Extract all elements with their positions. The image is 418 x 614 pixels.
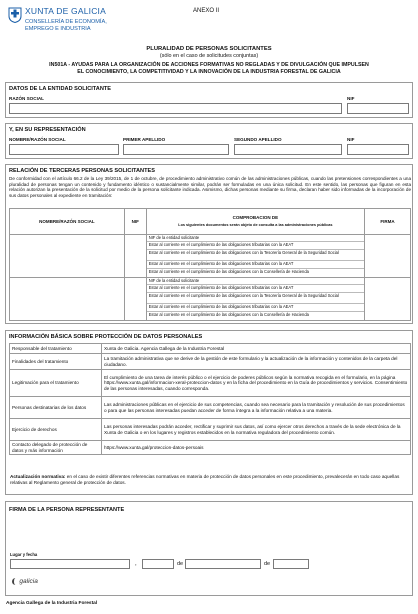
- footer-agency: Agencia Gallega de la Industria Forestal: [6, 601, 98, 606]
- annex-label: ANEXO II: [193, 8, 220, 14]
- third-parties-title: RELACIÓN DE TERCERAS PERSONAS SOLICITANTES: [9, 168, 155, 174]
- protection-key: Finalidades del tratamiento: [10, 354, 102, 370]
- protection-key: Responsable del tratamiento: [10, 344, 102, 354]
- signature-section: [5, 501, 413, 596]
- data-protection-table-wrap: [9, 343, 411, 455]
- table-row: [10, 419, 411, 441]
- check-item[interactable]: NIF de la entidad solicitante: [147, 278, 364, 285]
- table-row: [10, 370, 411, 397]
- galicia-logo: [12, 578, 38, 586]
- procedure-code-line-1: IN501A - AYUDAS PARA LA ORGANIZACIÓN DE ACCIONES FORMATIVAS NO REGLADAS Y DE DIVULGACIÓN QUE IMPULSEN: [49, 62, 369, 68]
- protection-key: Personas destinatarias de los datos: [10, 397, 102, 419]
- segundo-apellido-input[interactable]: [234, 144, 342, 155]
- col-firma: FIRMA: [365, 209, 411, 235]
- nif-label: NIF: [347, 96, 355, 101]
- month-input[interactable]: [185, 559, 261, 569]
- lugar-input[interactable]: [10, 559, 130, 569]
- galicia-swoosh-icon: [12, 578, 18, 585]
- protection-key: Contacto delegado de protección de datos y más información: [10, 441, 102, 455]
- data-protection-title: INFORMACIÓN BÁSICA SOBRE PROTECCIÓN DE DATOS PERSONALES: [9, 334, 203, 340]
- checks-cell: [146, 278, 364, 321]
- data-protection-table: [9, 343, 411, 455]
- col-comprobacion-title: COMPROBACION DE: [232, 215, 279, 221]
- protection-key: Legitimación para el tratamiento: [10, 370, 102, 397]
- doc-title: PLURALIDAD DE PERSONAS SOLICITANTES: [146, 46, 272, 52]
- rep-nif-label: NIF: [347, 137, 355, 142]
- procedure-code-line-2: EL CONOCIMIENTO, LA COMPETITIVIDAD Y LA INNOVACIÓN DE LA INDUSTRIA FORESTAL DE GALICIA: [77, 69, 341, 75]
- table-row: [10, 441, 411, 455]
- nombre-cell[interactable]: [10, 278, 125, 321]
- check-item[interactable]: Estar al corriente en el cumplimiento de las obligaciones con la Consellería de Hacienda: [148, 269, 309, 274]
- table-row: [10, 397, 411, 419]
- firma-cell[interactable]: [365, 235, 411, 278]
- checks-cell: [146, 235, 364, 278]
- table-row: [10, 278, 411, 321]
- third-parties-table-wrap: [9, 208, 411, 321]
- protection-value: La tramitación administrativa que se derive de la gestión de este formulario y la actualización de la información y contenidos de la carpeta del ciudadano.: [102, 354, 411, 370]
- applicant-section: [5, 82, 413, 118]
- third-parties-section: [5, 164, 413, 324]
- representative-section: [5, 123, 413, 159]
- primer-apellido-input[interactable]: [123, 144, 229, 155]
- protection-value: Xunta de Galicia. Agencia Gallega de la Industria Forestal: [102, 344, 411, 354]
- protection-value: Las administraciones públicas en el ejercicio de sus competencias, cuando sea necesario para la tramitación y resolución de sus procedimientos o para que las personas interesadas puedan acceder de forma íntegra a la información relativa a una materia.: [102, 397, 411, 419]
- logo-subtitle-1: CONSELLERÍA DE ECONOMÍA,: [25, 19, 107, 25]
- col-nif: NIF: [124, 209, 146, 235]
- logo-title: XUNTA DE GALICIA: [25, 6, 106, 16]
- applicant-section-title: DATOS DE LA ENTIDAD SOLICITANTE: [9, 86, 112, 92]
- xunta-logo: [8, 7, 128, 37]
- protection-value: El cumplimiento de una tarea de interés público o el ejercicio de poderes públicos según la normativa recogida en el formulario, en la página https://www.xunta.gal/informacion-xeral-proteccion-datos y en la ficha del procedimiento en la Guía de procedimientos y servicios. Consentimiento de las personas interesadas, cuando corresponda.: [102, 370, 411, 397]
- representative-section-title: Y, EN SU REPRESENTACIÓN: [9, 127, 86, 133]
- nif-cell[interactable]: [124, 278, 146, 321]
- nombre-cell[interactable]: [10, 235, 125, 278]
- nombre-label: NOMBRE/RAZÓN SOCIAL: [9, 137, 66, 142]
- comma-separator: ,: [135, 561, 137, 567]
- xunta-emblem-icon: [8, 7, 22, 23]
- galicia-logo-text: galicia: [19, 578, 38, 585]
- check-item[interactable]: Estar al corriente en el cumplimiento de las obligaciones con la Tesorería General de la Seguridad Social: [147, 250, 364, 261]
- signature-title: FIRMA DE LA PERSONA REPRESENTANTE: [9, 507, 125, 513]
- regulatory-update-label: Actualización normativa:: [10, 474, 66, 479]
- check-item[interactable]: Estar al corriente en el cumplimiento de las obligaciones con la Tesorería General de la Seguridad Social: [147, 293, 364, 304]
- de-label-2: de: [264, 561, 271, 567]
- col-comprobacion-subtitle: Los siguientes documentos serán objeto de consulta a las administraciones públicas: [178, 223, 333, 228]
- protection-key: Ejercicio de derechos: [10, 419, 102, 441]
- check-item[interactable]: Estar al corriente en el cumplimiento de las obligaciones tributarias con la AEAT: [147, 261, 364, 269]
- third-parties-text: De conformidad con el artículo 66.2 de la Ley 39/2015, de 1 de octubre, de procedimiento administrativo común de las administraciones públicas, cuando las pretensiones correspondientes a una pluralidad de personas tengan un contenido y fundamento idéntico o sustancialmente similar, podrán ser formuladas en una única solicitud. En este sentido, las personas que figuran en esta relación autorizan la presentación de la solicitud por medio de la persona solicitante indicada. Asimismo, dichas personas mediante su firma, declaran haber sido informadas de la incorporación de sus datos personales al expediente en tramitación:: [9, 176, 411, 198]
- regulatory-update-text: en el caso de existir diferentes referencias normativas en materia de protección de datos personales en este procedimiento, prevalecerán en todo caso aquellas relativas al Reglamento general de protección de datos.: [10, 474, 400, 485]
- primer-apellido-label: PRIMER APELLIDO: [123, 137, 166, 142]
- lugar-fecha-label: Lugar y fecha: [10, 552, 38, 557]
- segundo-apellido-label: SEGUNDO APELLIDO: [234, 137, 282, 142]
- third-parties-table: [9, 208, 411, 321]
- table-row: [10, 344, 411, 354]
- col-comprobacion: [146, 209, 364, 235]
- check-item[interactable]: Estar al corriente en el cumplimiento de las obligaciones tributarias con la AEAT: [147, 242, 364, 250]
- protection-value: Las personas interesadas podrán acceder, rectificar y suprimir sus datos, así como ejercer otros derechos a través de la sede electrónica de la Xunta de Galicia o en los lugares y registros establecidos en la normativa reguladora del procedimiento común.: [102, 419, 411, 441]
- data-protection-section: [5, 330, 413, 495]
- day-input[interactable]: [142, 559, 174, 569]
- rep-nif-input[interactable]: [347, 144, 409, 155]
- check-item[interactable]: Estar al corriente en el cumplimiento de las obligaciones con la Consellería de Hacienda: [148, 312, 309, 317]
- firma-cell[interactable]: [365, 278, 411, 321]
- table-row: [10, 354, 411, 370]
- regulatory-update: [10, 474, 410, 486]
- nif-cell[interactable]: [124, 235, 146, 278]
- logo-subtitle-2: EMPREGO E INDUSTRIA: [25, 26, 91, 32]
- col-nombre: NOMBRE/RAZÓN SOCIAL: [10, 209, 125, 235]
- protection-link[interactable]: https://www.xunta.gal/proteccion-datos-persoais: [102, 441, 411, 455]
- table-row: [10, 235, 411, 278]
- check-item[interactable]: Estar al corriente en el cumplimiento de las obligaciones tributarias con la AEAT: [147, 304, 364, 312]
- de-label-1: de: [177, 561, 184, 567]
- year-input[interactable]: [273, 559, 309, 569]
- nombre-input[interactable]: [9, 144, 119, 155]
- razon-social-label: RAZÓN SOCIAL: [9, 96, 44, 101]
- razon-social-input[interactable]: [9, 103, 342, 114]
- check-item[interactable]: NIF de la entidad solicitante: [147, 235, 364, 242]
- doc-subtitle: (sólo en el caso de solicitudes conjuntas): [159, 53, 259, 59]
- nif-input[interactable]: [347, 103, 409, 114]
- check-item[interactable]: Estar al corriente en el cumplimiento de las obligaciones tributarias con la AEAT: [147, 285, 364, 293]
